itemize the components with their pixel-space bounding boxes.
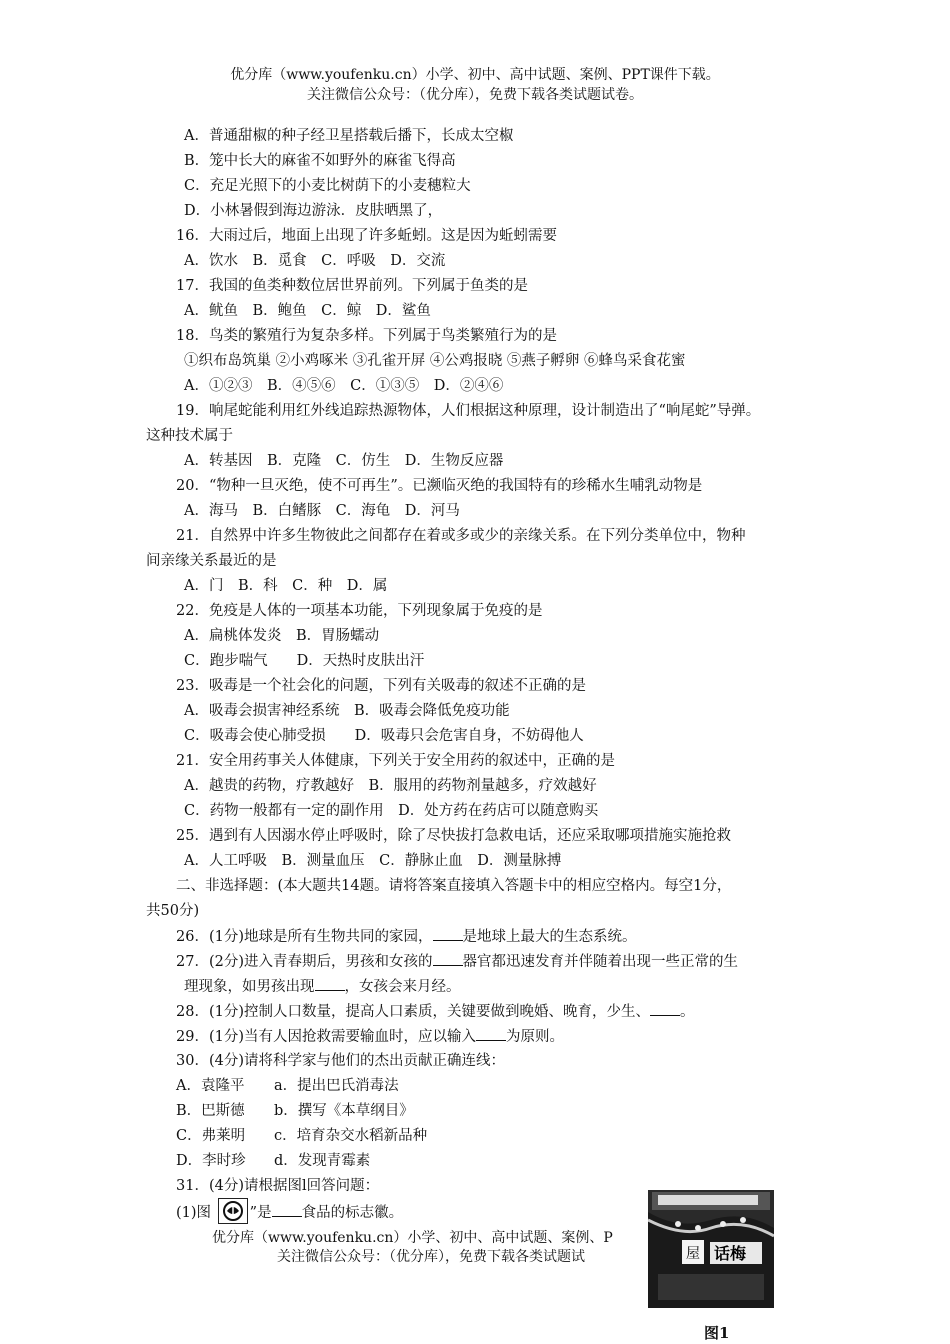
q20-options: A．海马 B．白鳍豚 C．海龟 D．河马 [184, 503, 460, 519]
q27-blank-2 [315, 976, 345, 991]
q20-stem: 20．“物种一旦灭绝，使不可再生”。已濒临灭绝的我国特有的珍稀水生哺乳动物是 [176, 478, 703, 494]
q28-pre: 28．(1分)控制人口数量，提高人口素质，关键要做到晚婚、晚育，少生、 [176, 1004, 650, 1020]
q26-pre: 26．(1分)地球是所有生物共同的家园， [176, 929, 433, 945]
q25-options: A．人工呼吸 B．测量血压 C．静脉止血 D．测量脉搏 [184, 853, 562, 869]
section2-line-1: 二、非选择题：(本大题共14题。请将答案直接填入答题卡中的相应空格内。每空1分， [176, 878, 732, 894]
q15-option-c: C．充足光照下的小麦比树荫下的小麦穗粒大 [184, 178, 471, 194]
q30-right-c: c．培育杂交水稻新品种 [274, 1128, 428, 1144]
q27-line-2 [184, 976, 461, 997]
header-line-2: 关注微信公众号：（优分库），免费下载各类试题试卷。 [307, 87, 643, 103]
q22-options-1: A．扁桃体发炎 B．胃肠蠕动 [184, 628, 380, 644]
q16-options: A．饮水 B．觅食 C．呼吸 D．交流 [184, 253, 446, 269]
q30-right-b: b．撰写《本草纲目》 [274, 1103, 414, 1119]
q29-pre: 29．(1分)当有人因抢救需要输血时，应以输入 [176, 1029, 476, 1045]
q17-stem: 17．我国的鱼类种数位居世界前列。下列属于鱼类的是 [176, 278, 528, 294]
q18-items: ①织布岛筑巢 ②小鸡啄米 ③孔雀开屏 ④公鸡报晓 ⑤燕子孵卵 ⑥蜂鸟采食花蜜 [184, 353, 686, 369]
q16-stem: 16．大雨过后，地面上出现了许多蚯蚓。这是因为蚯蚓需要 [176, 228, 557, 244]
q21a-stem-1: 21．自然界中许多生物彼此之间都存在着或多或少的亲缘关系。在下列分类单位中，物种 [176, 528, 746, 544]
q15-option-b: B．笼中长大的麻雀不如野外的麻雀飞得高 [184, 153, 456, 169]
q30-left-d: D．李时珍 [176, 1153, 246, 1169]
q21b-stem: 21．安全用药事关人体健康，下列关于安全用药的叙述中，正确的是 [176, 753, 615, 769]
figure-1-package-image [648, 1190, 774, 1308]
q31-sub-mid: ”是 [249, 1205, 272, 1221]
q19-stem-1: 19．响尾蛇能利用红外线追踪热源物体，人们根据这种原理，设计制造出了“响尾蛇”导弹。 [176, 403, 761, 419]
q29 [176, 1026, 564, 1047]
q27-post: 器官都迅速发育并伴随着出现一些正常的生 [462, 954, 738, 970]
q27-line-1 [176, 951, 738, 972]
header-line-1: 优分库（www.youfenku.cn）小学、初中、高中试题、案例、PPT课件下载。 [230, 67, 720, 83]
figure-label-right: 话梅 [714, 1244, 747, 1263]
green-food-logo-icon [218, 1198, 248, 1224]
q28 [176, 1001, 695, 1022]
q31-sub-1 [176, 1200, 403, 1226]
q28-blank [650, 1001, 680, 1016]
q15-option-a: A．普通甜椒的种子经卫星搭载后播下，长成太空椒 [184, 128, 514, 144]
q31-stem: 31．(4分)请根据图l回答问题： [176, 1178, 380, 1194]
q27-pre: 27．(2分)进入青春期后，男孩和女孩的 [176, 954, 433, 970]
figure-caption: 图1 [704, 1324, 730, 1342]
footer-line-1: 优分库（www.youfenku.cn）小学、初中、高中试题、案例、P [212, 1230, 613, 1246]
figure-label-left: 屋 [686, 1246, 700, 1262]
q21b-options-2: C．药物一般都有一定的副作用 D．处方药在药店可以随意购买 [184, 803, 599, 819]
q22-stem: 22．免疫是人体的一项基本功能，下列现象属于免疫的是 [176, 603, 543, 619]
q21b-options-1: A．越贵的药物，疗教越好 B．服用的药物剂量越多，疗效越好 [184, 778, 597, 794]
q29-post: 为原则。 [506, 1029, 564, 1045]
footer-line-2: 关注微信公众号：（优分库），免费下载各类试题试 [277, 1249, 585, 1265]
q19-stem-2: 这种技术属于 [146, 428, 233, 444]
q25-stem: 25．遇到有人因溺水停止呼吸时，除了尽快拔打急救电话，还应采取哪项措施实施抢救 [176, 828, 731, 844]
q30-right-d: d．发现青霉素 [274, 1153, 371, 1169]
q31-sub-pre: (1)图 [176, 1205, 212, 1221]
q27-l2-post: ，女孩会来月经。 [344, 979, 461, 995]
q19-options: A．转基因 B．克隆 C．仿生 D．生物反应器 [184, 453, 504, 469]
section2-line-2: 共50分) [146, 903, 200, 919]
q31-blank [272, 1202, 302, 1217]
q30-stem: 30．(4分)请将科学家与他们的杰出贡献正确连线： [176, 1053, 505, 1069]
q28-post: 。 [680, 1004, 695, 1020]
q30-left-c: C．弗莱明 [176, 1128, 246, 1144]
q27-l2-pre: 理现象，如男孩出现 [184, 979, 315, 995]
q21a-options: A．门 B．科 C．种 D．属 [184, 578, 388, 594]
q18-stem: 18．鸟类的繁殖行为复杂多样。下列属于鸟类繁殖行为的是 [176, 328, 557, 344]
q26-post: 是地球上最大的生态系统。 [462, 929, 637, 945]
q17-options: A．鱿鱼 B．鲍鱼 C．鲸 D．鲨鱼 [184, 303, 431, 319]
q26-blank [433, 926, 463, 941]
q29-blank [476, 1026, 506, 1041]
q23-options-2: C．吸毒会使心肺受损 D．吸毒只会危害自身，不妨碍他人 [184, 728, 584, 744]
q21a-stem-2: 间亲缘关系最近的是 [146, 553, 277, 569]
q23-stem: 23．吸毒是一个社会化的问题，下列有关吸毒的叙述不正确的是 [176, 678, 586, 694]
q30-right-a: a．提出巴氏消毒法 [274, 1078, 399, 1094]
q23-options-1: A．吸毒会损害神经系统 B．吸毒会降低免疫功能 [184, 703, 510, 719]
q26 [176, 926, 637, 947]
q30-left-b: B．巴斯德 [176, 1103, 245, 1119]
q27-blank-1 [433, 951, 463, 966]
q22-options-2: C．跑步喘气 D．天热时皮肤出汗 [184, 653, 425, 669]
q15-option-d: D．小林暑假到海边游泳．皮肤晒黑了， [184, 203, 443, 219]
q31-sub-post: 食品的标志徽。 [301, 1205, 404, 1221]
q30-left-a: A．袁隆平 [176, 1078, 245, 1094]
q18-options: A．①②③ B．④⑤⑥ C．①③⑤ D．②④⑥ [184, 378, 504, 394]
